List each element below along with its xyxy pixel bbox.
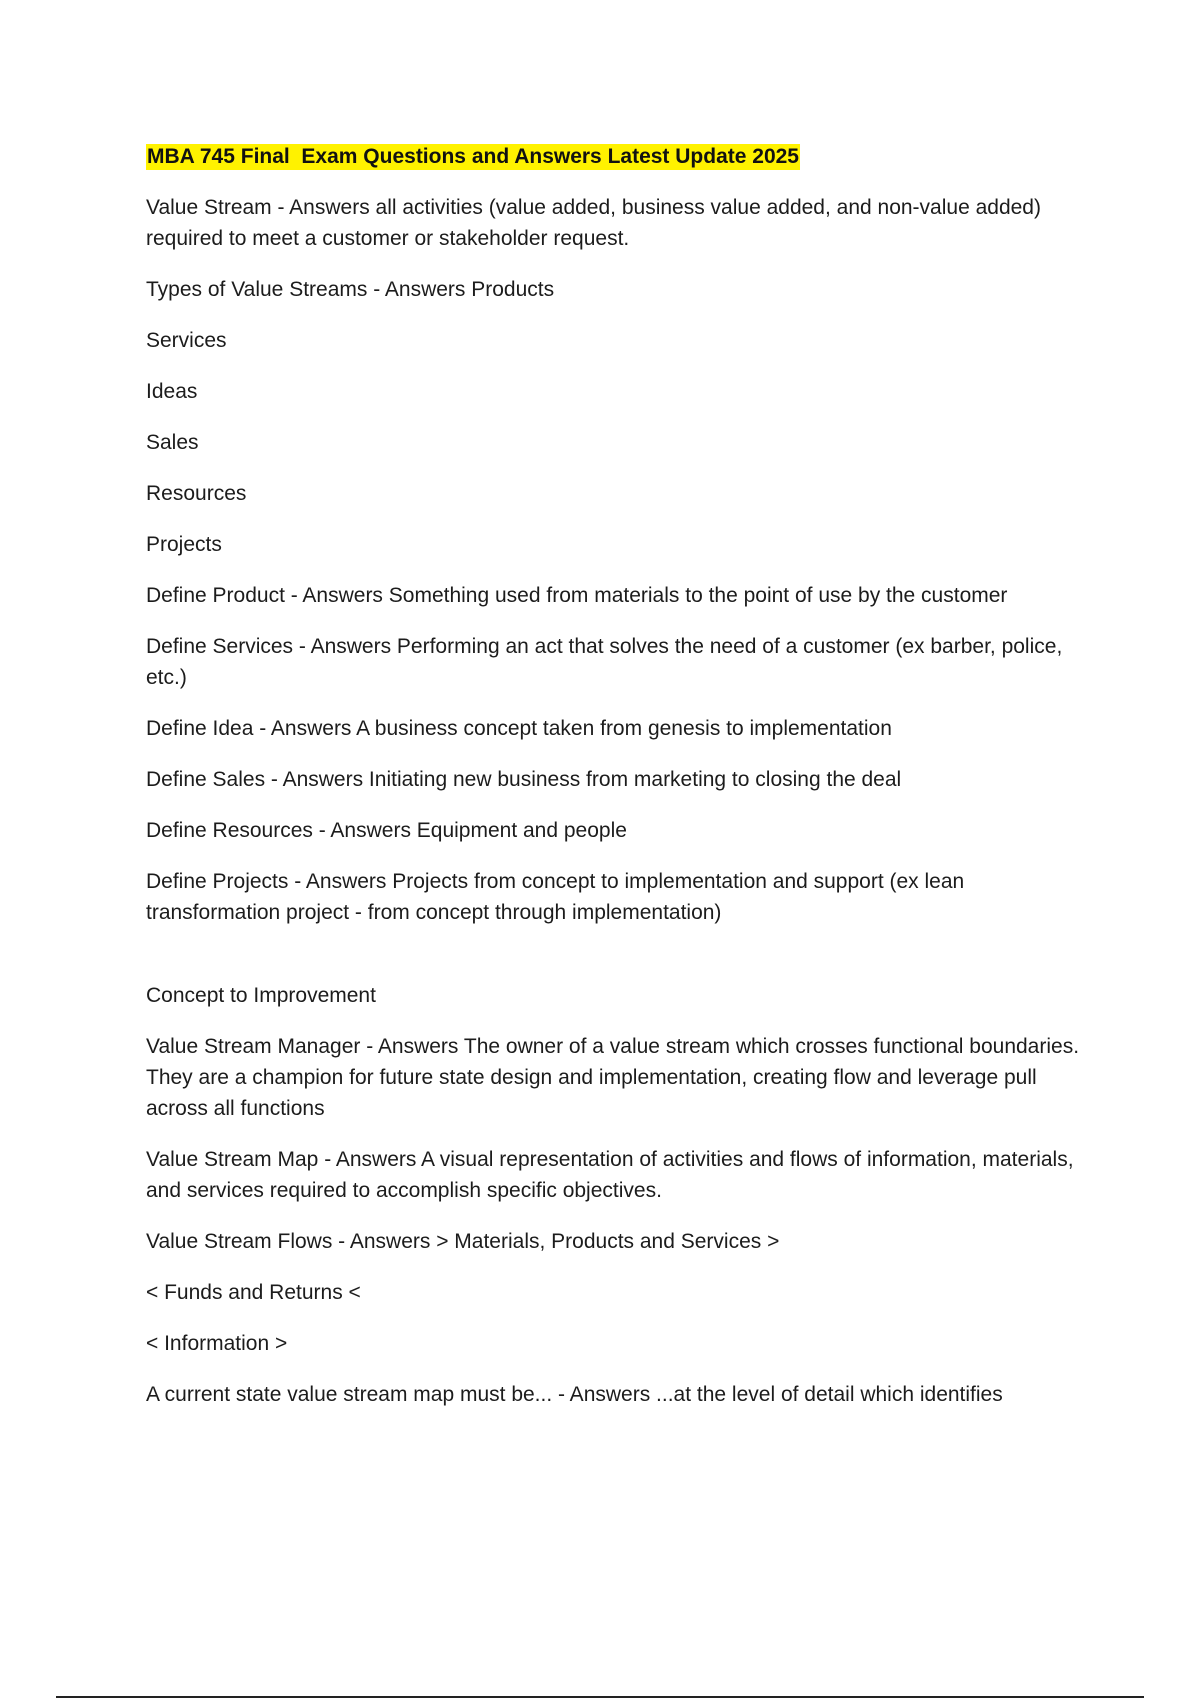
- paragraph-ideas: Ideas: [146, 380, 198, 403]
- paragraph-define-projects: Define Projects - Answers Projects from concept to implementation and support (ex lean transformation project - from concept through implementation): [146, 870, 965, 924]
- paragraph-services: Services: [146, 329, 227, 352]
- paragraph-define-sales: Define Sales - Answers Initiating new business from marketing to closing the deal: [146, 768, 902, 791]
- paragraph-value-stream-map: Value Stream Map - Answers A visual representation of activities and flows of information, materials, and services required to accomplish specific objectives.: [146, 1148, 1074, 1202]
- paragraph-types-of-value-streams: Types of Value Streams - Answers Products: [146, 278, 555, 301]
- paragraph-define-idea: Define Idea - Answers A business concept taken from genesis to implementation: [146, 717, 892, 740]
- paragraph-define-resources: Define Resources - Answers Equipment and people: [146, 819, 627, 842]
- paragraph-value-stream-manager: Value Stream Manager - Answers The owner of a value stream which crosses functional boundaries. They are a champion for future state design and implementation, creating flow and leverage pull across all functions: [146, 1035, 1080, 1120]
- section-spacer: [146, 948, 1086, 980]
- document-body: [146, 144, 1086, 1430]
- paragraph-current-state-map: A current state value stream map must be... - Answers ...at the level of detail which identifies: [146, 1383, 1003, 1406]
- paragraph-funds-and-returns: < Funds and Returns <: [146, 1281, 361, 1304]
- paragraph-projects: Projects: [146, 533, 222, 556]
- paragraph-sales: Sales: [146, 431, 199, 454]
- document-title: MBA 745 Final Exam Questions and Answers Latest Update 2025: [147, 145, 799, 168]
- paragraph-information: < Information >: [146, 1332, 288, 1355]
- paragraph-define-services: Define Services - Answers Performing an act that solves the need of a customer (ex barber, police, etc.): [146, 635, 1063, 689]
- page-bottom-rule: [56, 1696, 1144, 1698]
- paragraph-concept-to-improvement: Concept to Improvement: [146, 984, 376, 1007]
- paragraph-resources: Resources: [146, 482, 247, 505]
- paragraph-value-stream-flows: Value Stream Flows - Answers > Materials, Products and Services >: [146, 1230, 780, 1253]
- paragraph-define-product: Define Product - Answers Something used from materials to the point of use by the customer: [146, 584, 1008, 607]
- paragraph-value-stream: Value Stream - Answers all activities (value added, business value added, and non-value added) required to meet a customer or stakeholder request.: [146, 196, 1041, 250]
